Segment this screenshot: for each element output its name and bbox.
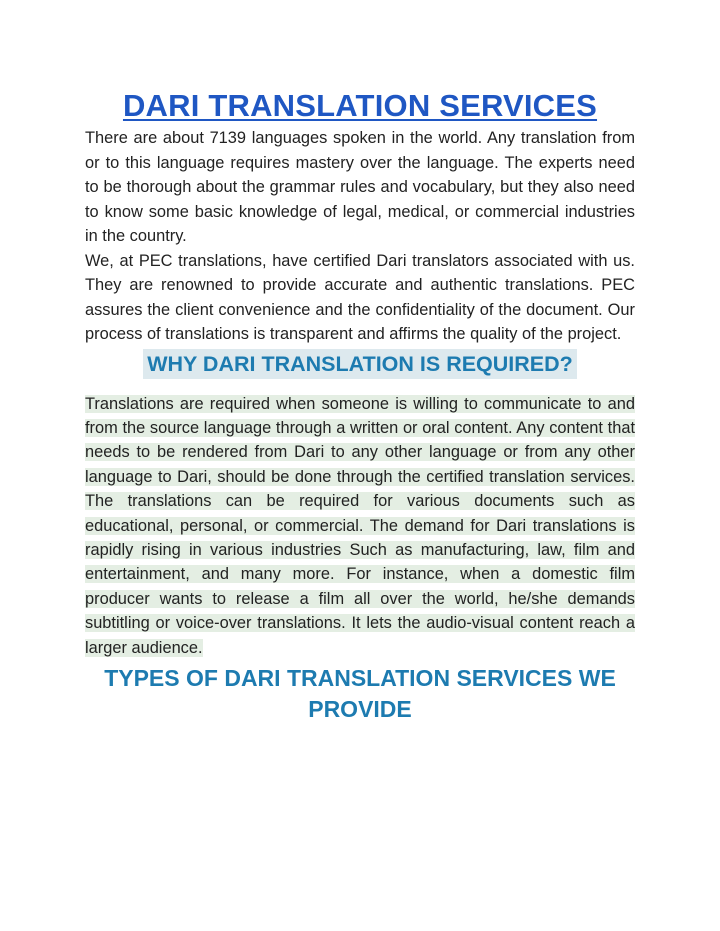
section-heading-wrapper (85, 349, 635, 379)
section-body-why (85, 392, 635, 660)
intro-paragraph-2: We, at PEC translations, have certified Dari translators associated with us. They are renowned to provide accurate and authentic translations. PEC assures the client convenience and the confidentiality of the document. Our process of translations is transparent and affirms the quality of the project. (85, 251, 635, 343)
page-title: DARI TRANSLATION SERVICES (122, 88, 598, 123)
intro-paragraph-1: There are about 7139 languages spoken in the world. Any translation from or to this language requires mastery over the language. The experts need to be thorough about the grammar rules and vocabulary, but they also need to know some basic knowledge of legal, medical, or commercial industries in the country. (85, 129, 635, 245)
section-heading-why: WHY DARI TRANSLATION IS REQUIRED? (143, 349, 577, 379)
document-page (85, 86, 635, 725)
highlighted-text: Translations are required when someone is willing to communicate to and from the source language through a written or oral content. Any content that needs to be rendered from Dari to any other language or from any other language to Dari, should be done through the certified translation services. The translations can be required for various documents such as educational, personal, or commercial. The demand for Dari translations is rapidly rising in various industries Such as manufacturing, law, film and entertainment, and many more. For instance, when a domestic film producer wants to release a film all over the world, he/she demands subtitling or voice-over translations. It lets the audio-visual content reach a larger audience. (85, 394, 635, 657)
section-heading-types: TYPES OF DARI TRANSLATION SERVICES WE PROVIDE (104, 664, 616, 722)
